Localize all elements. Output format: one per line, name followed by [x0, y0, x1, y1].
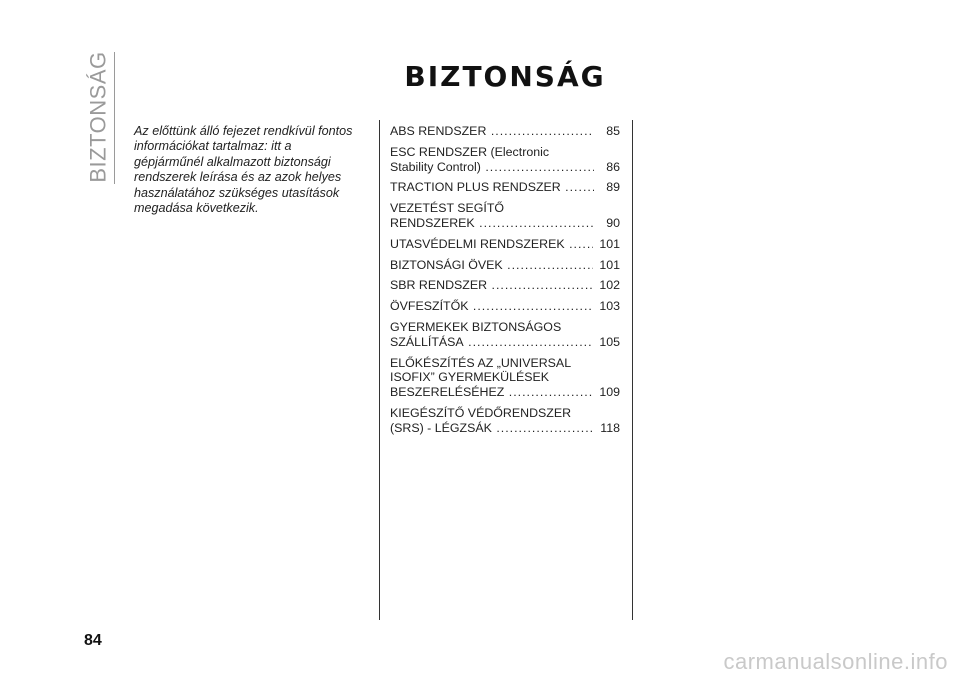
toc-entry: [390, 180, 620, 195]
toc-entry-page: 118: [600, 420, 620, 435]
column-divider-right: [632, 120, 633, 620]
chapter-title: BIZTONSÁG: [404, 60, 606, 93]
toc-entry-page: 89: [606, 180, 620, 195]
toc-entry-label-line: ABS RENDSZER .....: [390, 124, 594, 139]
toc-entry-page: 102: [599, 278, 620, 293]
toc-entry-label-line: BESZERELÉSÉHEZ .....: [390, 385, 593, 400]
toc-entry-page: 90: [606, 215, 620, 230]
table-of-contents: [390, 124, 620, 442]
toc-entry: [390, 258, 620, 273]
toc-entry-label-line: KIEGÉSZÍTŐ VÉDŐRENDSZER: [390, 405, 572, 420]
toc-entry: [390, 145, 620, 175]
toc-entry: [390, 406, 620, 436]
watermark-text: carmanualsonline.info: [723, 649, 948, 674]
toc-entry-label-line: BIZTONSÁGI ÖVEK .....: [390, 258, 593, 273]
toc-entry: [390, 124, 620, 139]
toc-entry-label-line: ELŐKÉSZÍTÉS AZ „UNIVERSAL: [390, 355, 572, 370]
toc-entry-row: [390, 258, 620, 273]
toc-entry-label-line: ÖVFESZÍTŐK .....: [390, 299, 593, 314]
toc-entry-label-line: ISOFIX” GYERMEKÜLÉSEK: [390, 370, 550, 385]
toc-entry-row: [390, 160, 620, 175]
toc-entry-label-line: RENDSZEREK .....: [390, 216, 594, 231]
toc-entry-row: [390, 385, 620, 400]
toc-entry-label-line: (SRS) - LÉGZSÁK .....: [390, 421, 594, 436]
toc-entry-page: 86: [606, 159, 620, 174]
toc-entry-row: [390, 180, 620, 195]
toc-entry-page: 85: [606, 124, 620, 138]
toc-entry: [390, 237, 620, 252]
toc-entry-page: 109: [599, 385, 620, 400]
section-side-tab: [84, 52, 114, 182]
side-tab-divider: [114, 52, 115, 184]
toc-entry: [390, 278, 620, 293]
toc-entry-label-line: VEZETÉST SEGÍTŐ: [390, 201, 505, 216]
toc-entry-label-line: TRACTION PLUS RENDSZER .....: [390, 180, 594, 195]
toc-entry: [390, 356, 620, 400]
toc-entry: [390, 299, 620, 314]
toc-entry: [390, 320, 620, 350]
toc-entry-page: 103: [599, 299, 620, 314]
column-divider-left: [379, 120, 380, 620]
toc-entry-page: 101: [599, 257, 620, 272]
toc-entry-label-line: SZÁLLÍTÁSA .....: [390, 335, 593, 350]
section-side-tab-label: BIZTONSÁG: [86, 51, 112, 183]
toc-entry: [390, 201, 620, 231]
page-number: 84: [84, 632, 102, 649]
toc-entry-row: [390, 421, 620, 436]
toc-entry-row: [390, 237, 620, 252]
toc-entry-page: 101: [599, 236, 620, 251]
toc-entry-label-line: Stability Control) .....: [390, 160, 594, 175]
toc-entry-row: [390, 299, 620, 314]
toc-entry-label-line: SBR RENDSZER .....: [390, 278, 593, 293]
toc-entry-row: [390, 335, 620, 350]
toc-entry-page: 105: [599, 334, 620, 349]
toc-entry-row: [390, 124, 620, 139]
toc-entry-label-line: GYERMEKEK BIZTONSÁGOS: [390, 319, 562, 334]
intro-paragraph: Az előttünk álló fejezet rendkívül fontos információkat tartalmaz: itt a gépjárműnél alkalmazott biztonsági rendszerek leírása és az azok helyes használatához szükséges utasítások megadása következik.: [134, 124, 353, 216]
toc-entry-label-line: ESC RENDSZER (Electronic: [390, 144, 550, 159]
toc-entry-label-line: UTASVÉDELMI RENDSZEREK .....: [390, 237, 593, 252]
toc-entry-row: [390, 278, 620, 293]
toc-entry-row: [390, 216, 620, 231]
